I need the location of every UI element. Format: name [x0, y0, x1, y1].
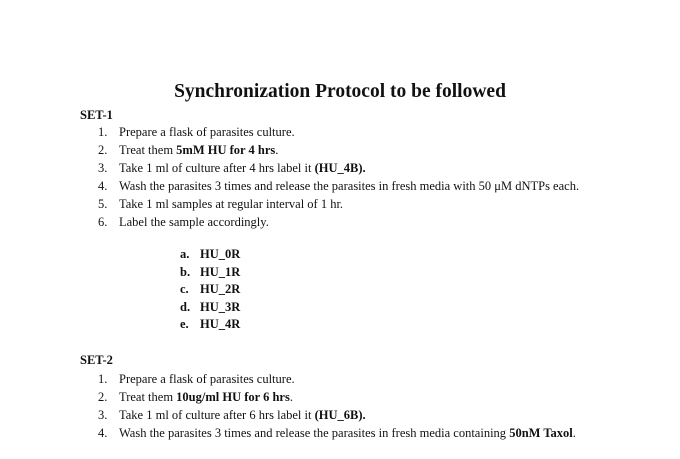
sample-label-item [0, 299, 680, 317]
step-text-suffix: . [275, 143, 279, 157]
sample-label-letter: a. [180, 247, 190, 261]
sample-label-letter: e. [180, 317, 189, 331]
step-number: 3. [98, 161, 108, 175]
set-2-heading: SET-2 [80, 353, 113, 367]
sample-label-text: HU_4R [200, 317, 241, 331]
set-2-steps [0, 370, 680, 442]
step-number: 4. [98, 179, 108, 193]
sample-label-text: HU_3R [200, 299, 241, 314]
step-item [0, 406, 680, 424]
set-1-steps [0, 123, 680, 231]
sample-label-text: HU_0R [200, 247, 241, 261]
step-text [119, 370, 600, 388]
step-number: 1. [98, 125, 108, 139]
step-text [119, 195, 600, 213]
step-text-plain: Prepare a flask of parasites culture. [119, 125, 295, 139]
step-text-plain: Label the sample accordingly. [119, 215, 269, 229]
step-text-bold: 50nM Taxol [509, 426, 573, 440]
page-title: Synchronization Protocol to be followed [174, 81, 506, 102]
step-number: 2. [98, 143, 108, 157]
sample-label-letter: b. [180, 264, 191, 279]
step-number: 3. [98, 408, 108, 422]
step-number: 4. [98, 426, 108, 440]
step-text-bold: 10ug/ml HU for 6 hrs [176, 390, 290, 404]
sample-label-text: HU_2R [200, 282, 241, 296]
step-text-suffix: . [572, 426, 576, 440]
step-text-suffix: . [289, 390, 293, 404]
sample-label-item [0, 246, 680, 264]
step-item [0, 388, 680, 406]
step-item [0, 370, 680, 388]
step-text [119, 159, 600, 177]
step-item [0, 141, 680, 159]
step-number: 1. [98, 372, 108, 386]
step-item [0, 159, 680, 177]
step-item [0, 213, 680, 231]
step-number: 5. [98, 197, 108, 211]
sample-label-text: HU_1R [200, 264, 241, 279]
step-text-plain: Take 1 ml of culture after 4 hrs label it [119, 161, 315, 175]
step-text [119, 213, 600, 231]
set-1-heading: SET-1 [80, 108, 113, 122]
step-item [0, 424, 680, 442]
sample-label-item [0, 281, 680, 299]
step-text-plain: Prepare a flask of parasites culture. [119, 372, 295, 386]
step-text-plain: Take 1 ml of culture after 6 hrs label it [119, 408, 315, 422]
step-item [0, 123, 680, 141]
step-text-bold: (HU_4B). [314, 161, 366, 175]
step-item [0, 195, 680, 213]
step-number: 2. [98, 390, 108, 404]
step-text [119, 141, 600, 159]
step-number: 6. [98, 215, 108, 229]
sample-label-letter: c. [180, 282, 189, 296]
step-item [0, 177, 680, 195]
step-text-bold: (HU_6B). [314, 408, 366, 422]
step-text [119, 406, 600, 424]
sample-label-item [0, 316, 680, 334]
step-text-plain: Wash the parasites 3 times and release the parasites in fresh media containing [119, 426, 510, 440]
step-text-plain: Wash the parasites 3 times and release the parasites in fresh media with 50 μM dNTPs each. [119, 179, 580, 193]
step-text-plain: Take 1 ml samples at regular interval of 1 hr. [119, 197, 344, 211]
sample-label-item [0, 264, 680, 282]
step-text-bold: 5mM HU for 4 hrs [176, 143, 276, 157]
set-1-sample-labels [0, 246, 680, 334]
step-text [119, 424, 600, 442]
step-text [119, 123, 600, 141]
sample-label-letter: d. [180, 299, 191, 314]
step-text [119, 177, 600, 195]
step-text-plain: Treat them [119, 390, 177, 404]
step-text [119, 388, 600, 406]
step-text-plain: Treat them [119, 143, 177, 157]
